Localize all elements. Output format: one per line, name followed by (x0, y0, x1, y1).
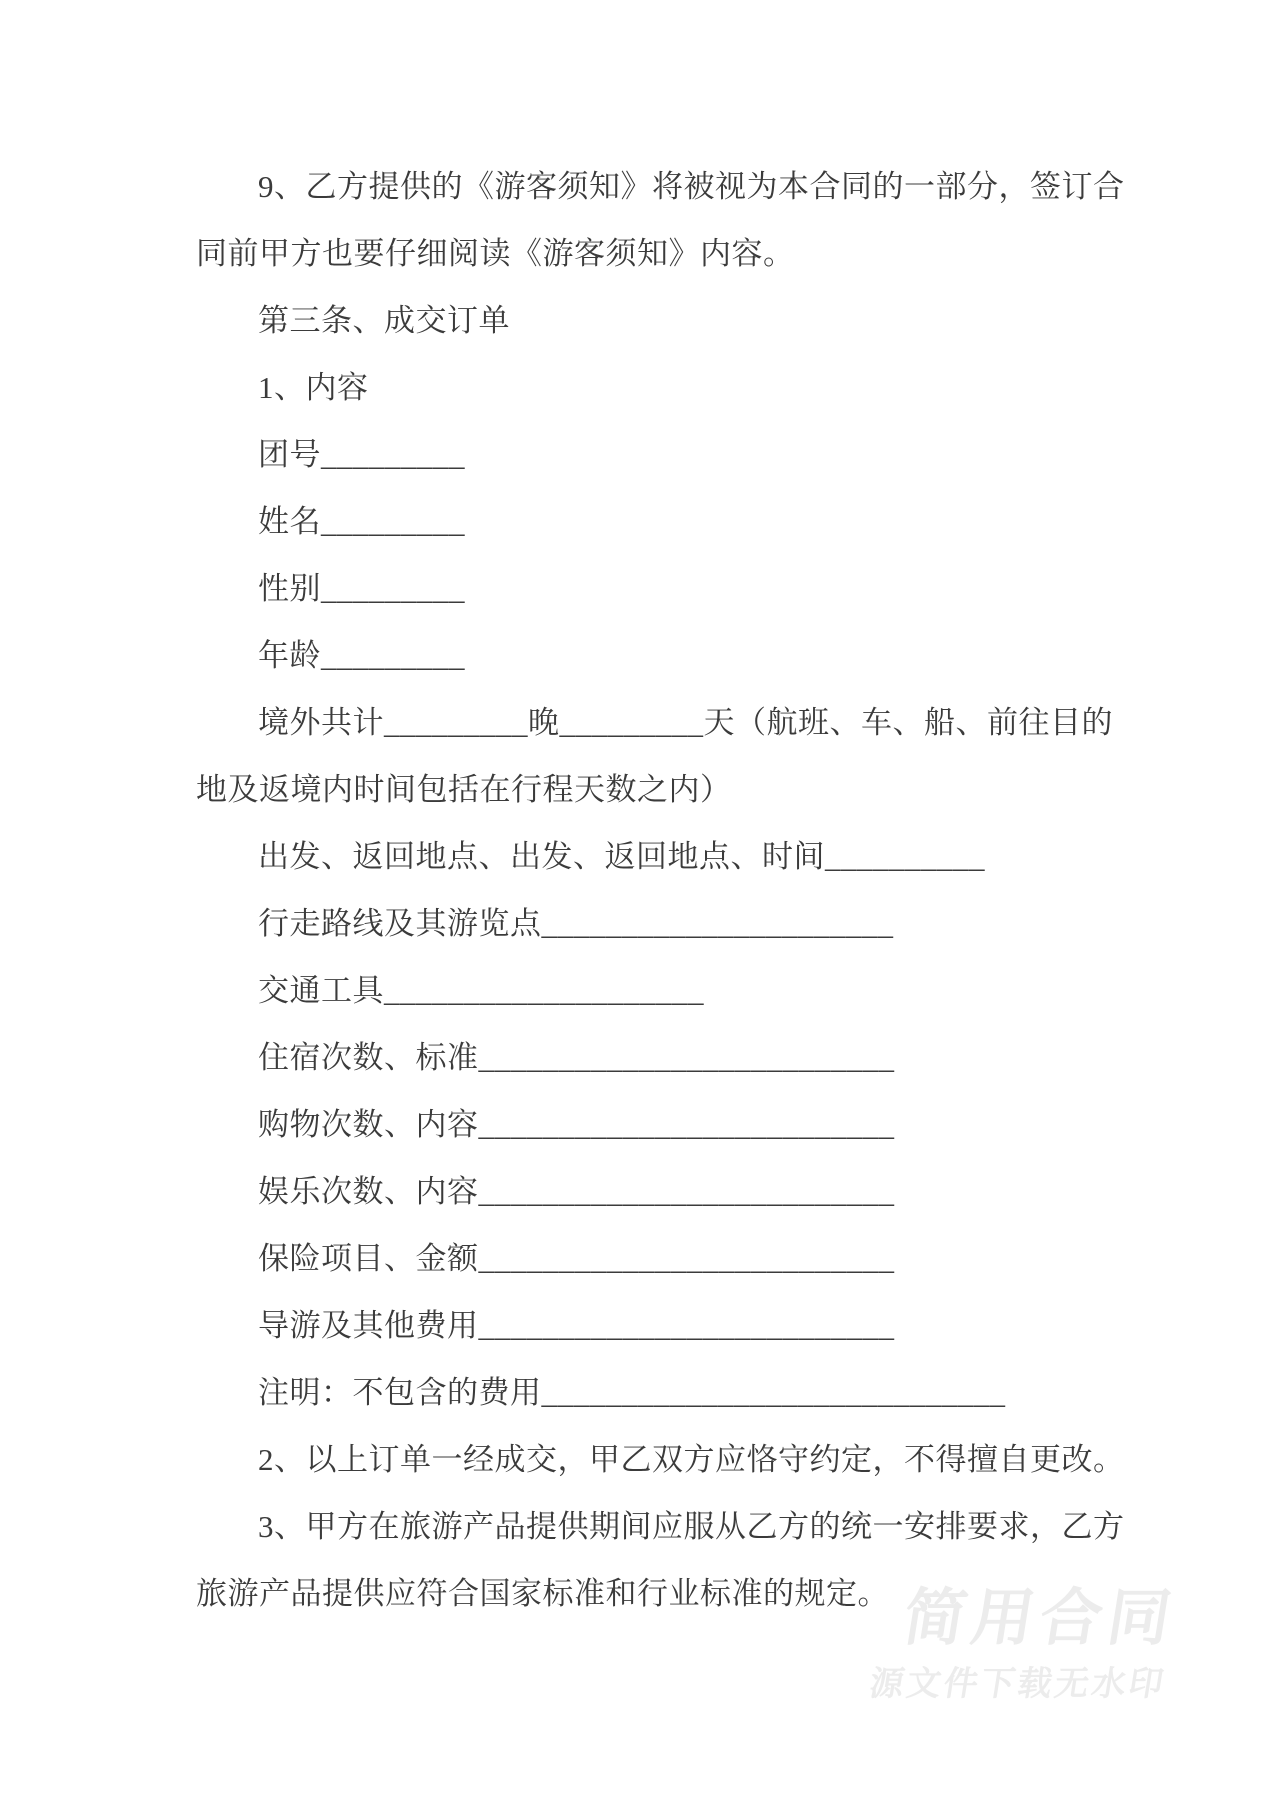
document-line-section-heading: 第三条、成交订单 (258, 303, 510, 338)
document-line: 1、内容 (258, 370, 369, 405)
document-line-blank-field: 注明：不包含的费用_____________________________ (258, 1375, 1006, 1410)
document-line-blank-field: 团号_________ (258, 437, 465, 472)
document-line-blank-field: 姓名_________ (258, 504, 465, 539)
document-line: 同前甲方也要仔细阅读《游客须知》内容。 (196, 236, 795, 271)
document-line: 地及返境内时间包括在行程天数之内） (196, 772, 732, 807)
document-line-blank-field: 购物次数、内容__________________________ (258, 1107, 895, 1142)
document-line-blank-field: 导游及其他费用__________________________ (258, 1308, 895, 1343)
document-line-blank-field: 保险项目、金额__________________________ (258, 1241, 895, 1276)
document-line: 3、甲方在旅游产品提供期间应服从乙方的统一安排要求，乙方 (258, 1509, 1125, 1544)
contract-body-text (196, 153, 1125, 1627)
document-line-blank-field: 交通工具____________________ (258, 973, 704, 1008)
document-line-blank-field: 年龄_________ (258, 638, 465, 673)
watermark-subtitle: 源文件下载无水印 (866, 1665, 1169, 1703)
document-line: 9、乙方提供的《游客须知》将被视为本合同的一部分，签订合 (258, 169, 1125, 204)
document-line-blank-field: 性别_________ (258, 571, 465, 606)
document-line-blank-field: 行走路线及其游览点______________________ (258, 906, 894, 941)
document-line-blank-field: 出发、返回地点、出发、返回地点、时间__________ (258, 839, 985, 874)
document-line: 旅游产品提供应符合国家标准和行业标准的规定。 (196, 1576, 889, 1611)
document-line-blank-field: 境外共计_________晚_________天（航班、车、船、前往目的 (258, 705, 1113, 740)
document-line-blank-field: 娱乐次数、内容__________________________ (258, 1174, 895, 1209)
watermark (867, 1586, 1182, 1704)
document-line-blank-field: 住宿次数、标准__________________________ (258, 1040, 895, 1075)
watermark-title: 简用合同 (898, 1584, 1182, 1653)
document-line: 2、以上订单一经成交，甲乙双方应恪守约定，不得擅自更改。 (258, 1442, 1125, 1477)
